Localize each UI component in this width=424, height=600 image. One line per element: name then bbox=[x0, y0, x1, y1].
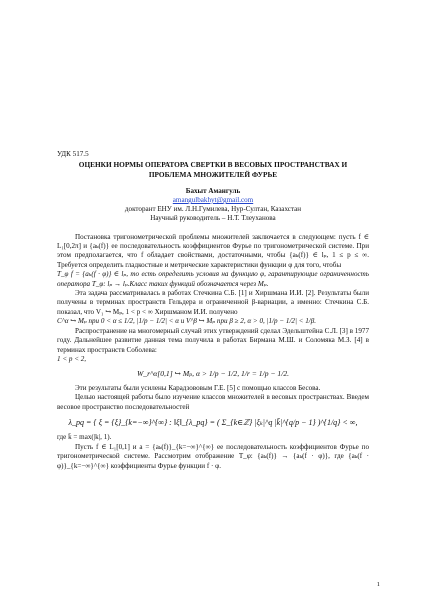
paragraph-1: Постановка тригонометрической проблемы множителей заключается в следующем: пусть f ∈ L₁[0,2π] и {aₖ(f)} ее последовательность коэффициентов Фурье по тригонометрической системе. При этом предполагается, что f обладает свойствами, достаточными, чтобы {aₖ(f)} ∈ lₚ, 1 ≤ p ≤ ∞. Требуется определить гладкостные и метрические характеристики функции φ для того, чтобы bbox=[57, 232, 369, 269]
title-line-1: ОЦЕНКИ НОРМЫ ОПЕРАТОРА СВЕРТКИ В ВЕСОВЫХ ПРОСТРАНСТВАХ И bbox=[78, 160, 348, 170]
paragraph-2: Эта задача рассматривалась в работах Стечкина С.Б. [1] и Хиршмана И.И. [2]. Результаты были получены в терминах пространств Гельдера и ограниченной β-вариации, а именно: Стечкина С.Б. показал, что V₁ ↪ Mₚ, 1 < p < ∞ Хиршманом И.И. получено bbox=[57, 289, 369, 316]
supervisor-line: Научный руководитель – Н.Т. Тлеуханова bbox=[150, 214, 276, 223]
paragraph-6: где k̄ = max(|k|, 1). bbox=[57, 433, 112, 442]
paper-title bbox=[57, 160, 369, 178]
paper-body bbox=[57, 233, 369, 471]
paragraph-1b: T_φ f = {aₖ(f · φ)} ∈ lₚ, то есть определить условия на функцию φ, гарантирующие ограниченность оператора T_φ: lₚ → lₚ.Класс таких функций обозначается через Mₚ. bbox=[57, 270, 369, 288]
author-email-link[interactable]: amangulbakhyt@gmail.com bbox=[172, 196, 254, 205]
formula-sobolev: W_r^α[0,1] ↪ Mₚ, α > 1/p − 1/2, 1/r = 1/p − 1/2. bbox=[136, 369, 290, 379]
author-block bbox=[57, 187, 369, 224]
paragraph-5: Целью настоящей работы было изучение классов множителей в весовых пространствах. Введем весовое пространство последовательностей bbox=[57, 393, 369, 411]
title-line-2: ПРОБЛЕМА МНОЖИТЕЛЕЙ ФУРЬЕ bbox=[148, 169, 278, 179]
paragraph-7: Пусть f ∈ L₁[0,1] и a = {aₖ(f)}_{k=−∞}^{∞} ее последовательность коэффициентов Фурье по тригонометрической системе. Рассмотрим отображение T_φ: {aₖ(f)} → {aₖ(f · φ)}, где {aₖ(f · φ)}_{k=−∞}^{∞} коэффициенты Фурье функции f · φ. bbox=[57, 442, 369, 470]
udk-code: УДК 517.5 bbox=[57, 150, 89, 158]
author-affiliation: докторант ЕНУ им. Л.Н.Гумилева, Нур-Султан, Казахстан bbox=[124, 205, 302, 214]
paper-content bbox=[57, 150, 369, 471]
page-number: 1 bbox=[376, 581, 380, 588]
paragraph-4: Эти результаты были усилены Карадзововым Г.Е. [5] с помощью классов Бесова. bbox=[75, 383, 321, 392]
paragraph-3: Распространение на многомерный случай этих утверждений сделал Эдельштейна С.Л. [3] в 1977 году. Дальнейшее развитие данная тема получила в работах Бирмана М.Ш. и Соломяка М.З. [4] в терминах пространств Соболева: bbox=[57, 326, 369, 354]
paragraph-2-formula: C^α ↪ Mₚ при 0 < α ≤ 1/2, |1/p − 1/2| < α и V^β ↪ Mₚ при β ≥ 2, α > 0, |1/p − 1/2| < 1/β. bbox=[57, 317, 317, 326]
paragraph-3-range: 1 < p < 2, bbox=[57, 354, 87, 363]
author-name: Бахыт Амангуль bbox=[185, 186, 241, 195]
formula-weighted-space: λ_pq = { ξ = {ξ}_{k=−∞}^{∞} : ‖ξ‖_{λ_pq} = ( Σ_{k∈ℤ} |ξₖ|^q |k̄|^{q/p − 1} )^{1/q} < ∞, bbox=[68, 417, 358, 427]
